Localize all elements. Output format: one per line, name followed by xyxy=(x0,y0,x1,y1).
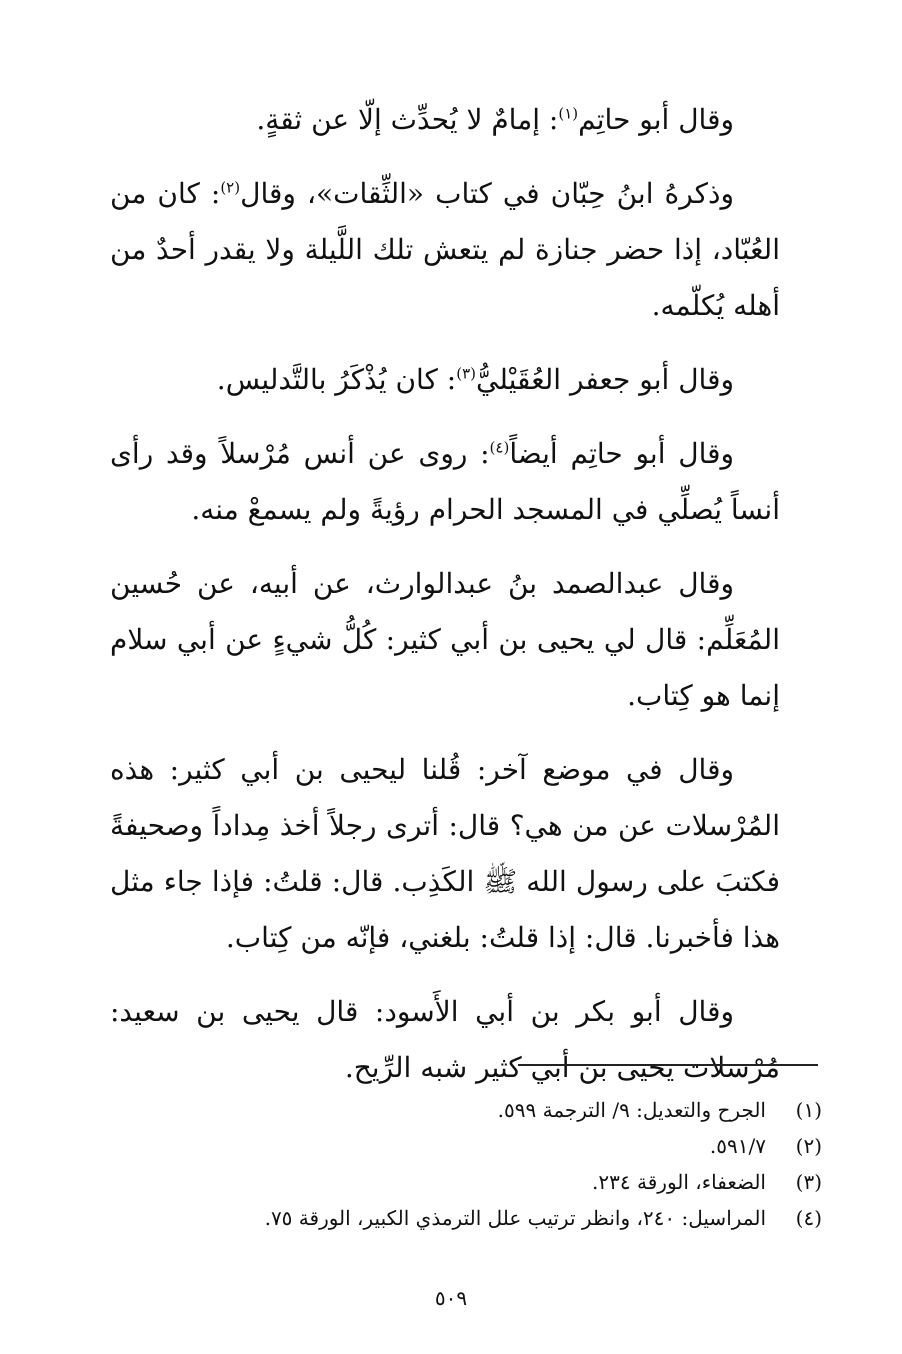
footnote-text: الجرح والتعديل: ٩/ الترجمة ٥٩٩. xyxy=(497,1098,766,1122)
footnote-ref[interactable]: (٤) xyxy=(489,438,510,457)
footnote-text: ٥٩١/٧. xyxy=(709,1134,766,1158)
paragraph-text: : روى عن أنس مُرْسلاً وقد رأى أنساً يُصلِّي في المسجد الحرام رؤيةً ولم يسمعْ منه. xyxy=(110,437,780,526)
paragraph-text: وقال عبدالصمد بنُ عبدالوارث، عن أبيه، عن حُسين المُعَلِّم: قال لي يحيى بن أبي كثير: كُلُّ شيءٍ عن أبي سلام إنما هو كِتاب. xyxy=(110,567,780,712)
paragraph-text: وقال أبو جعفر العُقَيْليُّ xyxy=(476,363,734,396)
paragraph-text: : كان من العُبّاد، إذا حضر جنازة لم يتعش تلك اللَّيلة ولا يقدر أحدٌ من أهله يُكلّمه. xyxy=(110,177,780,322)
footnote-4 xyxy=(160,1200,822,1236)
paragraph-7 xyxy=(110,984,780,1096)
paragraph-6 xyxy=(110,742,780,966)
footnote-text: الضعفاء، الورقة ٢٣٤. xyxy=(592,1170,766,1194)
footnote-ref[interactable]: (٢) xyxy=(220,178,241,197)
main-text xyxy=(110,92,780,1114)
footnote-2 xyxy=(160,1128,822,1164)
page-number: ٥٠٩ xyxy=(434,1286,468,1310)
paragraph-text: وقال أبو حاتِم أيضاً xyxy=(509,437,735,470)
paragraph-2 xyxy=(110,166,780,334)
paragraph-4 xyxy=(110,426,780,538)
paragraph-text: وذكرهُ ابنُ حِبّان في كتاب «الثِّقات»، وقال xyxy=(240,177,734,210)
footnote-1 xyxy=(160,1092,822,1128)
footnote-3 xyxy=(160,1164,822,1200)
paragraph-text: وقال أبو بكر بن أبي الأَسود: قال يحيى بن سعيد: مُرْسلات يحيى بن أبي كثير شبه الرِّيح. xyxy=(110,995,780,1084)
footnote-divider xyxy=(518,1064,818,1066)
footnotes xyxy=(160,1092,822,1236)
paragraph-5 xyxy=(110,556,780,724)
paragraph-text: : إمامٌ لا يُحدِّث إلّا عن ثقةٍ. xyxy=(256,103,559,136)
footnote-number: (١) xyxy=(795,1098,822,1122)
footnote-ref[interactable]: (١) xyxy=(558,104,579,123)
paragraph-3 xyxy=(110,352,780,408)
footnote-number: (٣) xyxy=(795,1170,822,1194)
footnote-text: المراسيل: ٢٤٠، وانظر ترتيب علل الترمذي الكبير، الورقة ٧٥. xyxy=(264,1206,766,1230)
paragraph-text: وقال في موضع آخر: قُلنا ليحيى بن أبي كثير: هذه المُرْسلات عن من هي؟ قال: أترى رجلاً أخذ مِداداً وصحيفةً فكتبَ على رسول الله ﷺ الكَذِب. قال: قلتُ: فإذا جاء مثل هذا فأخبرنا. قال: إذا قلتُ: بلغني، فإنّه من كِتاب. xyxy=(110,753,780,954)
paragraph-1 xyxy=(110,92,780,148)
paragraph-text: : كان يُذْكَرُ بالتَّدليس. xyxy=(216,363,457,396)
footnote-number: (٢) xyxy=(795,1134,822,1158)
footnote-ref[interactable]: (٣) xyxy=(456,364,476,383)
paragraph-text: وقال أبو حاتِم xyxy=(578,103,734,136)
footnote-number: (٤) xyxy=(795,1206,822,1230)
